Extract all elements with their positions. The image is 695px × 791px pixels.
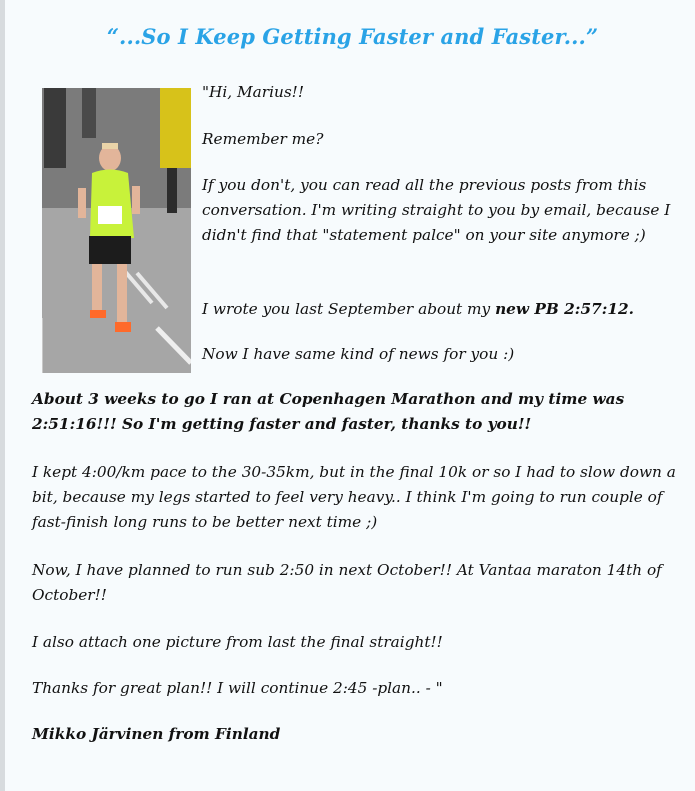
paragraph-greeting: "Hi, Marius!! bbox=[202, 83, 304, 101]
article-title: “...So I Keep Getting Faster and Faster...” bbox=[106, 24, 599, 49]
paragraph-remember: Remember me? bbox=[202, 130, 324, 148]
paragraph-picture-note: I also attach one picture from last the final straight!! bbox=[32, 633, 443, 651]
copenhagen-result-text: About 3 weeks to go I ran at Copenhagen Marathon and my time was 2:51:16!!! So I'm getting faster and faster, thanks to you!! bbox=[32, 390, 625, 433]
previous-pb-time: new PB 2:57:12. bbox=[495, 300, 635, 318]
runner-photo bbox=[42, 88, 191, 373]
paragraph-thanks: Thanks for great plan!! I will continue 2:45 -plan.. - " bbox=[32, 679, 443, 697]
signature-name: Mikko Järvinen from Finland bbox=[32, 725, 281, 743]
signature bbox=[32, 722, 682, 747]
paragraph-race-details: I kept 4:00/km pace to the 30-35km, but in the final 10k or so I had to slow down a bit, because my legs started to feel very heavy.. I think I'm going to run couple of fast-finish long runs to be better next time ;) bbox=[32, 463, 676, 531]
paragraph-email-note: If you don't, you can read all the previous posts from this conversation. I'm writing straight to you by email, because I didn't find that "statement palce" on your site anymore ;) bbox=[202, 176, 671, 244]
previous-pb-text: I wrote you last September about my bbox=[202, 300, 496, 318]
paragraph-previous-pb bbox=[202, 297, 672, 322]
runner-illustration bbox=[42, 88, 191, 373]
paragraph-next-goal: Now, I have planned to run sub 2:50 in next October!! At Vantaa maraton 14th of October!! bbox=[32, 561, 662, 604]
paragraph-news: Now I have same kind of news for you :) bbox=[202, 345, 515, 363]
paragraph-copenhagen-result bbox=[32, 387, 682, 437]
